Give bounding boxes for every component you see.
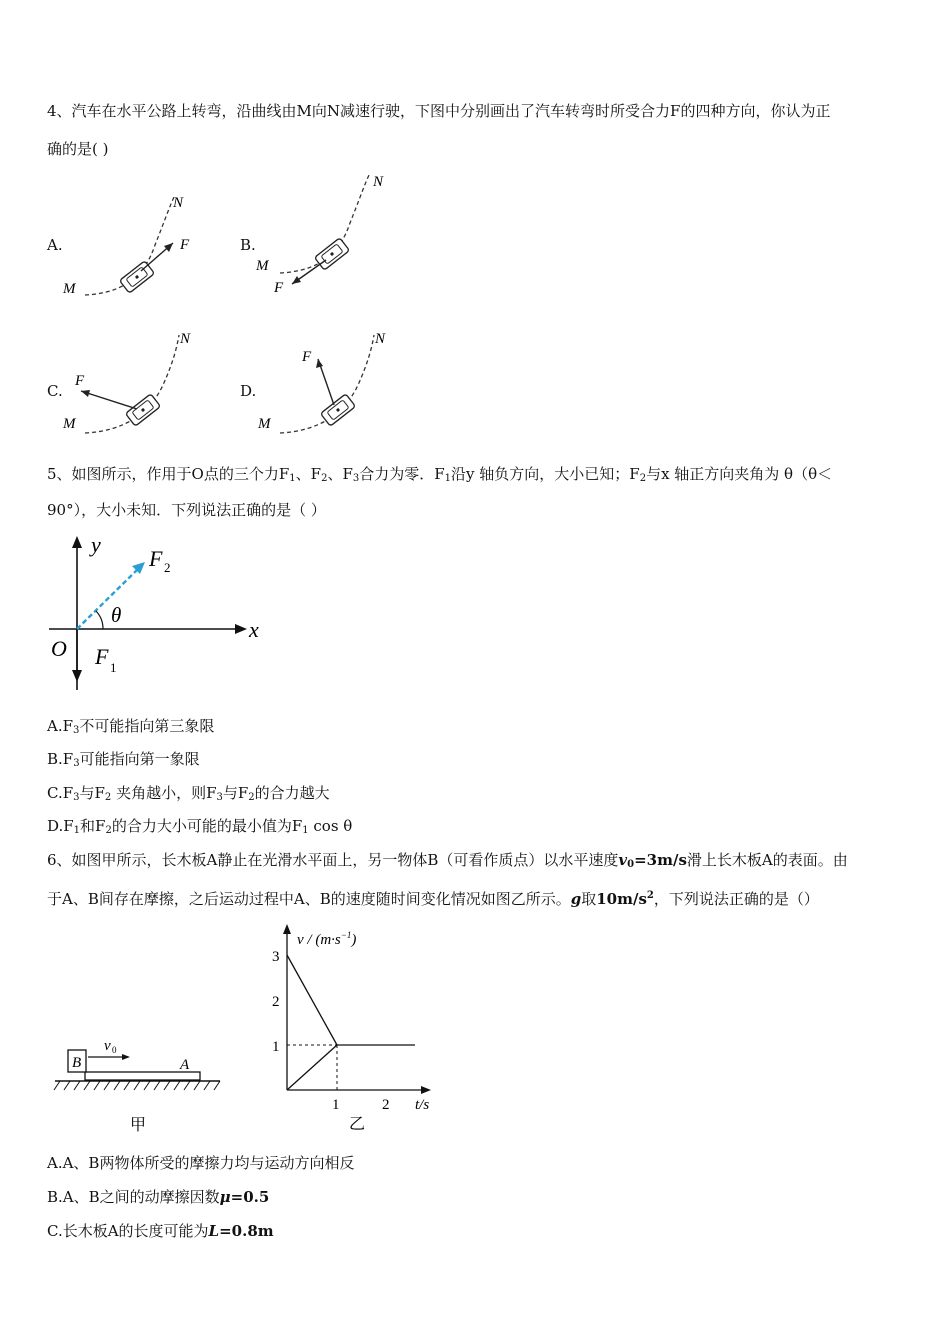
q4-option-b-label: B. [240,236,256,254]
q5-origin-label: O [51,636,67,661]
q5-f1-label: F [95,644,109,669]
q4-option-d-label: D. [240,382,257,400]
q4-option-c-label: C. [47,382,63,400]
q6-figure-yi [265,922,455,1137]
q5-stem-line1: 5、如图所示，作用于O点的三个力$F_1$、$F_2$、$F_3$合力为零．$F_1$沿y 轴负方向，大小已知；$F_2$与x 轴正方向夹角为 θ（θ＜ [47,465,833,484]
q5-stem-line2: 90°），大小未知．下列说法正确的是（ ） [47,501,326,519]
q4-b-m-label: M [256,258,269,274]
q6-ytick-1: 1 [272,1039,280,1055]
q5-y-axis-label: y [91,532,101,557]
q6-option-b: B.A、B之间的动摩擦因数μ=0.5 [47,1188,270,1206]
q5-option-b: $B.F_3$可能指向第一象限 [47,750,200,769]
q6-v0-label: v [104,1038,111,1054]
q5-option-c: $C.F_3$与$F_2$ 夹角越小，则$F_3$与$F_2$的合力越大 [47,784,330,803]
q6-stem-line2: 于A、B间存在摩擦，之后运动过程中A、B的速度随时间变化情况如图乙所示。g取$10m/s^2$，下列说法正确的是（） [47,890,819,908]
q5-option-d: $D.F_1$和$F_2$的合力大小可能的最小值为$F_1$ cos θ [47,817,353,836]
q4-b-n-label: N [373,174,384,190]
q6-board-a-label: A [180,1057,190,1073]
q4-c-f-label: F [75,373,85,389]
q4-d-f-label: F [302,349,312,365]
q6-xtick-1: 1 [332,1097,340,1113]
q6-block-b-label: B [72,1055,82,1071]
q4-c-n-label: N [180,331,191,347]
q6-yaxis-label: $v / (m\cdot s^{-1})$ [297,930,357,948]
q6-option-a: A.A、B两物体所受的摩擦力均与运动方向相反 [47,1154,355,1172]
q4-d-n-label: N [375,331,386,347]
q5-f2-subscript: 2 [164,560,171,575]
q6-figure-jia [50,1030,225,1135]
q4-option-d-figure [250,325,400,440]
q5-force-diagram [45,530,275,695]
q6-ytick-2: 2 [272,994,280,1010]
q4-option-b-figure [250,168,400,303]
q4-c-m-label: M [63,416,76,432]
q4-a-f-label: F [180,237,190,253]
q6-xaxis-label: t/s [415,1097,430,1113]
q4-a-n-label: N [173,195,184,211]
q5-x-axis-label: x [249,617,259,642]
q5-f2-label: F [149,546,163,571]
q4-a-m-label: M [63,281,76,297]
q4-b-f-label: F [274,280,284,296]
q5-theta-label: θ [111,603,122,627]
q6-v0-subscript: 0 [112,1045,117,1055]
q6-option-c: C.长木板A的长度可能为L=0.8m [47,1222,274,1240]
q4-option-c-figure [55,325,205,440]
q6-stem-line1: 6、如图甲所示，长木板A静止在光滑水平面上，另一物体B（可看作质点）以水平速度$v_0=3m/s$滑上长木板A的表面。由 [47,851,848,870]
q4-stem-line1: 4、汽车在水平公路上转弯，沿曲线由M向N减速行驶，下图中分别画出了汽车转弯时所受合力F的四种方向，你认为正 [47,102,831,120]
q6-yi-caption: 乙 [349,1116,366,1133]
q6-graph-line-b [287,955,337,1045]
q5-f1-subscript: 1 [110,660,117,675]
q4-option-a-label: A. [47,236,63,254]
q6-jia-caption: 甲 [130,1117,147,1134]
q6-xtick-2: 2 [382,1097,390,1113]
q6-ytick-3: 3 [272,949,280,965]
q5-option-a: $A.F_3$不可能指向第三象限 [47,717,215,736]
q4-option-a-figure [55,185,205,305]
q4-d-m-label: M [258,416,271,432]
q4-stem-line2: 确的是( ) [47,140,109,158]
q6-graph-line-a [287,1045,337,1090]
